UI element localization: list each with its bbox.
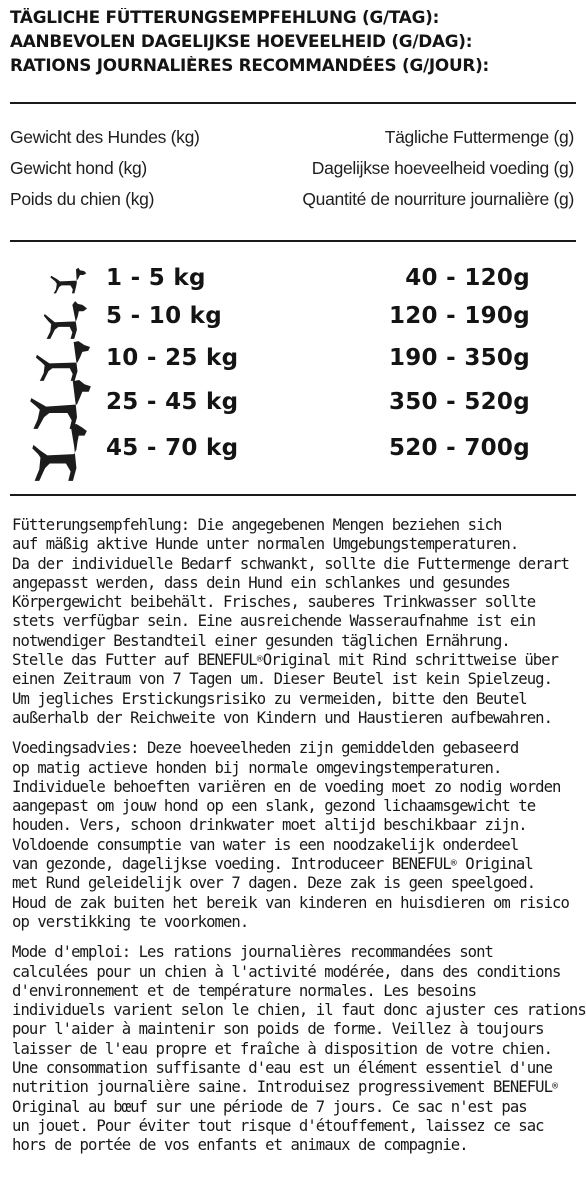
small-medium-dog-icon [42, 300, 88, 340]
title-french: RATIONS JOURNALIÈRES RECOMMANDÉES (G/JOUR): [10, 56, 490, 75]
small-dog-icon [48, 267, 88, 295]
daily-amount: 520 - 700g [388, 435, 530, 461]
title-german: TÄGLICHE FÜTTERUNGSEMPFEHLUNG (G/TAG): [10, 8, 440, 27]
lower-divider [10, 494, 576, 496]
instructions-german [12, 516, 582, 728]
feeding-table [0, 262, 586, 482]
instructions-dutch [12, 739, 582, 932]
column-header-block [10, 122, 574, 215]
top-divider [10, 102, 576, 104]
weight-range: 5 - 10 kg [106, 303, 223, 329]
daily-amount: 40 - 120g [405, 265, 530, 291]
instructions-dutch-text-cont: Original met Rund geleidelijk over 7 dagen. Deze zak is geen speelgoed. Houd de zak buiten het bereik van kinderen en huisdieren om risico op verstikking te voorkomen. [12, 855, 569, 931]
feeding-row [0, 432, 586, 482]
weight-label-dutch: Gewicht hond (kg) [10, 158, 147, 178]
registered-mark: ® [552, 1081, 559, 1093]
giant-dog-icon [30, 424, 88, 482]
amount-label-dutch: Dagelijkse hoeveelheid voeding (g) [311, 158, 574, 178]
daily-amount: 120 - 190g [388, 303, 530, 329]
instructions-french-text-cont: Original au bœuf sur une période de 7 jours. Ce sac n'est pas un jouet. Pour éviter tout risque d'étouffement, laissez ce sac hors de portée de vos enfants et animaux de compagnie. [12, 1097, 544, 1155]
feeding-row [0, 262, 586, 300]
feeding-row [0, 300, 586, 342]
amount-label-french: Quantité de nourriture journalière (g) [302, 189, 574, 209]
title-block [10, 6, 580, 78]
instructions-french [12, 943, 586, 1155]
instructions-german-text-cont: Original mit Rind schrittweise über einen Zeitraum von 7 Tagen um. Dieser Beutel ist kein Spielzeug. Um jegliches Erstickungsrisiko zu vermeiden, bitte den Beutel außerhalb der Reichweite von Kindern und Haustieren aufbewahren. [12, 651, 559, 727]
header-row-french [10, 184, 574, 215]
weight-range: 25 - 45 kg [106, 389, 239, 415]
middle-divider [10, 240, 576, 242]
registered-mark: ® [256, 654, 263, 666]
weight-label-german: Gewicht des Hundes (kg) [10, 127, 200, 147]
title-dutch: AANBEVOLEN DAGELIJKSE HOEVEELHEID (G/DAG): [10, 32, 473, 51]
large-dog-icon [28, 380, 92, 430]
daily-amount: 350 - 520g [388, 389, 530, 415]
amount-label-german: Tägliche Futtermenge (g) [384, 127, 574, 147]
weight-range: 45 - 70 kg [106, 435, 239, 461]
instructions-dutch-text: Voedingsadvies: Deze hoeveelheden zijn gemiddelden gebaseerd op matig actieve honden bij normale omgevingstemperaturen. Individuele behoeften variëren en de voeding moet zo nodig worden aangepast om jouw hond op een slank, gezond lichaamsgewicht te houden. Vers, schoon drinkwater moet altijd beschikbaar zijn. Voldoende consumptie van water is een noodzakelijk onderdeel van gezonde, dagelijkse voeding. Introduceer BENEFUL [12, 739, 561, 874]
daily-amount: 190 - 350g [388, 345, 530, 371]
instructions-block [12, 516, 586, 1167]
instructions-german-text: Fütterungsempfehlung: Die angegebenen Mengen beziehen sich auf mäßig aktive Hunde unter normalen Umgebungstemperaturen. Da der individuelle Bedarf schwankt, sollte die Futtermenge derart angepasst werden, dass dein Hund ein schlankes und gesundes Körpergewicht beibehält. Frisches, sauberes Trinkwasser sollte stets verfügbar sein. Eine ausreichende Wasseraufnahme ist ein notwendiger Bestandteil einer gesunden täglichen Ernährung. Stelle das Futter auf BENEFUL [12, 516, 569, 670]
weight-range: 10 - 25 kg [106, 345, 239, 371]
medium-dog-icon [34, 340, 92, 382]
header-row-dutch [10, 153, 574, 184]
registered-mark: ® [450, 858, 457, 870]
weight-label-french: Poids du chien (kg) [10, 189, 155, 209]
instructions-french-text: Mode d'emploi: Les rations journalières recommandées sont calculées pour un chien à l'activité modérée, dans des conditions d'environnement et de température normales. Les besoins individuels varient selon le chien, il faut donc ajuster ces rations pour l'aider à maintenir son poids de forme. Veillez à toujours laisser de l'eau propre et fraîche à disposition de votre chien. Une consommation suffisante d'eau est un élément essentiel d'une nutrition journalière saine. Introduisez progressivement BENEFUL [12, 943, 586, 1097]
header-row-german [10, 122, 574, 153]
weight-range: 1 - 5 kg [106, 265, 206, 291]
